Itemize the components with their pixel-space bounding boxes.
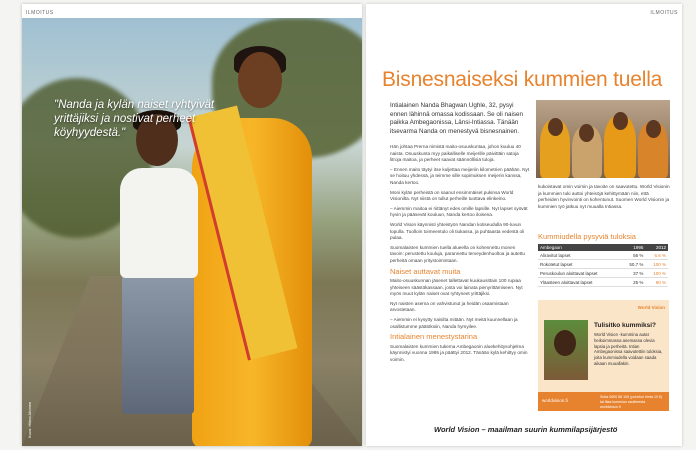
paragraph: Suomalaisten kummien tuella alueella on kohennettu monen tavoin: perustettu kouluja, parannettu terveydenhuoltoa ja autettu perheitä omaan yritystoimintaan. <box>390 244 525 263</box>
table-header: 2012 <box>645 244 668 251</box>
table-cell: 90 % <box>645 278 668 287</box>
child-face <box>554 330 576 356</box>
table-title: Kummiudella pysyviä tuloksia <box>538 232 636 241</box>
promo-contact-bar <box>538 392 669 411</box>
woman-head <box>238 52 282 108</box>
women-group-photo <box>536 100 670 178</box>
table-row <box>538 251 668 260</box>
paragraph: Hän johtaa Prerna nimistä maito-osuuskuntaa, johon kuuluu 40 naista. Osuuskunta myy paikalliselle meijerille päivittäin satoja litroja maitoa, ja perheet saavat säännöllisiä tuloja. <box>390 144 521 163</box>
section-label-right: ILMOITUS <box>650 10 678 16</box>
table-cell: Yläasteen aloittavat lapset <box>538 278 621 287</box>
promo-text: World Vision -kummina autat heikoimmassa asemassa olevia lapsia ja perheitä. Intian Ambegaonissa saavutettiin tuloksia, joita kummiudella voidaan saada aikaan muuallakin. <box>594 332 663 366</box>
article-title: Bisnesnaiseksi kummien tuella <box>382 68 663 91</box>
table-row <box>538 278 668 287</box>
person-face <box>613 112 628 130</box>
table-row <box>538 269 668 278</box>
paragraph: – Aiemmin ei kysytty naisilta mitään. Nyt meitä kuunnellaan ja osallistumme päätöksiin, Nanda hymyilee. <box>390 317 518 329</box>
sponsor-promo-box[interactable] <box>538 300 669 411</box>
table-cell: 100 % <box>645 260 668 269</box>
phone-info: Soita 0600 88 100 (puhelun hinta 10 €) tai tilaa kummius osoitteesta worldvision.fi <box>600 395 663 409</box>
table-cell: 25 % <box>621 278 645 287</box>
person-face <box>548 118 563 136</box>
cover-photo <box>22 18 362 446</box>
paragraph: Moni kylän perheistä on saanut ensimmäiset pukinsa World Visionilta. Nyt niistä on tullut perheille tuottava elinkeino. <box>390 189 514 202</box>
article-column-1 <box>390 144 530 367</box>
paragraph: Maito-osuuskunnan jäsenet tallettavat kuukausittain 100 rupiaa yhteiseen säästökassaan, josta voi lainata pienyrittämiseen. Nyt myös muut kylän naiset ovat ryhtyneet yrittäjiksi. <box>390 278 523 297</box>
table-header-row <box>538 244 668 251</box>
website-link[interactable]: worldvision.fi <box>542 398 568 403</box>
table-cell: 6.6 % <box>645 251 668 260</box>
left-page <box>22 4 362 446</box>
person-face <box>646 120 661 138</box>
table-header: Ambegaon <box>538 244 621 251</box>
pull-quote: "Nanda ja kylän naiset ryhtyivät yrittäjiksi ja nostivat perheet köyhyydestä." <box>54 99 215 139</box>
article-lead: Intialainen Nanda Bhagwan Ughle, 32, pysyi ennen lähinnä omassa kodissaan. Se oli naisen paikka Ambegaonissa, Länsi-Intiassa. Tänään itsevarma Nanda on menestyvä bisnesnainen. <box>390 102 524 135</box>
table-cell: Peruskoulun aloittavat lapset <box>538 269 621 278</box>
paragraph: World Vision käynnisti yhteistyön Nandan kotiseudulla 90-luvun lopulla. Tuolloin toimeentulo oli tiukassa, ja puhtaasta vedestä oli pulaa. <box>390 221 525 241</box>
results-table <box>538 244 668 287</box>
table-row <box>538 260 668 269</box>
person-face <box>579 124 594 142</box>
paragraph: Suomalaisten kummien tukema Ambegaonin aluekehitysohjelma käynnistyi vuonna 1995 ja päättyi 2012. Tänään kylä kehittyy omin voimin. <box>390 343 528 363</box>
table-header: 1995 <box>621 244 645 251</box>
table-cell: Rokotetut lapset <box>538 260 621 269</box>
table-cell: 56 % <box>621 251 645 260</box>
photo-credit: Kuva: Hilma Ahonen <box>27 401 32 438</box>
promo-title: Tulisitko kummiksi? <box>594 322 657 329</box>
section-label-left: ILMOITUS <box>26 10 54 16</box>
paragraph: Nyt naisten asema on vahvistunut ja heidän osaamistaan arvostetaan. <box>390 300 509 313</box>
world-vision-logo: World Vision <box>637 305 665 310</box>
table-cell: 50,7 % <box>621 260 645 269</box>
paragraph: – Aiemmin maitoa ei riittänyt edes omille lapsille. Nyt lapset syövät hyvin ja pääsevät kouluun, Nanda kertoo iloisena. <box>390 205 528 218</box>
right-page <box>366 4 682 446</box>
slogan: World Vision – maailman suurin kummilapsijärjestö <box>434 425 618 434</box>
subheading: Naiset auttavat muita <box>390 266 461 276</box>
subheading: Intialainen menestystarina <box>390 332 478 342</box>
table-cell: Aliravitut lapset <box>538 251 621 260</box>
table-cell: 100 % <box>645 269 668 278</box>
table-cell: 37 % <box>621 269 645 278</box>
boy-jeans <box>122 274 194 414</box>
article-column-2: kukoistavat omin voimin ja tavoite on saavutettu. World Visionin ja kummien tuki auttoi yhteisöjä kehittymään niin, että perheiden hyvinvointi on kohentunut. Suomen World Visionin ja kummien työ jatkuu nyt muualla Intiassa. <box>538 184 670 209</box>
paragraph: – Ennen maito täytyi itse kuljettaa meijeriin kilometrien päähän. Nyt se hoituu yhdessä, ja teimme sille sopimuksen meijerin kanssa, Nanda kertoo. <box>390 166 530 185</box>
boy-shirt <box>120 168 198 278</box>
